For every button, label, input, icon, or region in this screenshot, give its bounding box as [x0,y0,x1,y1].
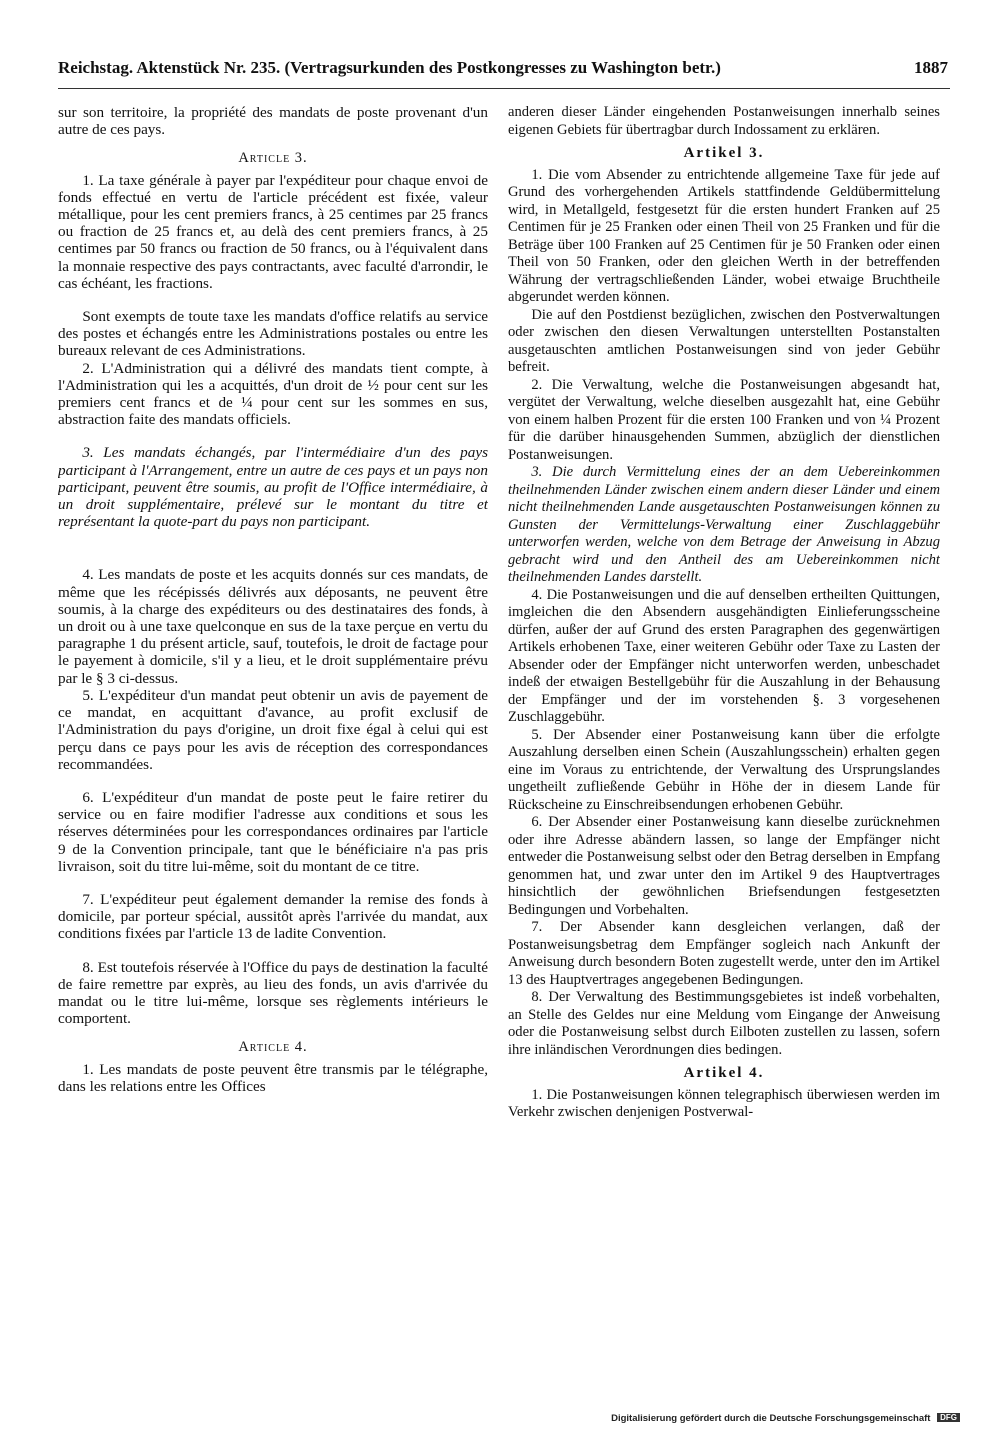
de-article-3-para-2: 2. Die Verwaltung, welche die Postanweisungen abgesandt hat, vergütet der Verwaltung, welche dieselben ausgezahlt hat, eine Gebühr von einem halben Prozent für die ersten 100 Franken und von ¼ Prozent für die darüber hinausgehenden Summen, abzüglich der dienstlichen Postanweisungen. [508,376,940,463]
de-article-3-para-1: 1. Die vom Absender zu entrichtende allgemeine Taxe für jede auf Grund des vorhergehenden Artikels stattfindende Geldübermittelung wird, in Metallgeld, festgesetzt für die ersten hundert Franken auf 25 Centimen für je 25 Franken oder einen Theil von 25 Franken und für die Beträge über 100 Franken auf 25 Centimen für je 50 Franken oder einen Theil von 50 Franken, oder den gleichen Werth in der betreffenden Währung der vertragschließenden Länder, wobei etwaige Bruchtheile abgerundet werden können. [508,166,940,305]
fr-article-3-para-5: 5. L'expéditeur d'un mandat peut obtenir un avis de payement de ce mandat, en acquittant d'avance, au profit exclusif de l'Administration du pays d'origine, un droit fixe égal à celui qui est perçu dans ce pays pour les avis de réception des correspondances recommandées. [58,686,488,773]
de-continuation: anderen dieser Länder eingehenden Postanweisungen innerhalb seines eigenen Gebiets für übertragbar durch Indossament zu erklären. [508,104,940,138]
running-title: Reichstag. Aktenstück Nr. 235. (Vertragsurkunden des Postkongresses zu Washington betr.) [58,58,721,77]
fr-continuation: sur son territoire, la propriété des mandats de poste provenant d'un autre de ces pays. [58,104,488,139]
credit-text: Digitalisierung gefördert durch die Deutsche Forschungsgemeinschaft [611,1413,931,1424]
fr-article-3-para-6: 6. L'expéditeur d'un mandat de poste peut le faire retirer du service ou en faire modifier l'adresse aux conditions et sous les réserves déterminées pour les correspondances ordinaires par l'article 9 de la Convention principale, tant que le bénéficiaire n'a pas pris livraison, soit du titre lui-même, soit du montant de ce titre. [58,788,488,875]
fr-article-3-para-1: 1. La taxe générale à payer par l'expéditeur pour chaque envoi de fonds effectué en vertu de l'article précédent est fixée, valeur métallique, pour les cent premiers francs, à 25 centimes par 25 francs ou fraction de 25 francs et, au delà des cent premiers francs, à 25 centimes par 50 francs ou fraction de 50 francs, ou à l'équivalent dans la monnaie respective des pays contractants, avec faculté d'arrondir, le cas échéant, les fractions. [58,171,488,292]
de-article-3-para-5: 5. Der Absender einer Postanweisung kann über die erfolgte Auszahlung derselben einen Schein (Auszahlungsschein) erhalten gegen eine im Voraus zu entrichtende, der Verwaltung des Ursprungslandes ungetheilt zufließende Gebühr in Höhe der in diesem Lande für Rückscheine zu Einschreibsendungen erhobenen Gebühr. [508,726,940,813]
french-column [58,104,488,1364]
fr-article-3-para-8: 8. Est toutefois réservée à l'Office du pays de destination la faculté de faire remettre par exprès, au lieu des fonds, un avis d'arrivée du mandat ou le titre lui-même, lorsque ses règlements intérieurs le comportent. [58,958,488,1028]
fr-article-4-heading: Article 4. [238,1039,308,1056]
de-article-3-heading: Artikel 3. [683,145,765,161]
fr-article-3-para-4: 4. Les mandats de poste et les acquits donnés sur ces mandats, de même que les récépissés délivrés aux déposants, ne peuvent être soumis, à la charge des expéditeurs ou des destinataires des fonds, à un droit ou à une taxe quelconque en sus de la taxe perçue en vertu du paragraphe 1 du présent article, sauf, toutefois, le droit de factage pour le payement à domicile, s'il y a lieu, et le droit supplémentaire prévu par le § 3 ci-dessus. [58,566,488,687]
de-article-3-exemption: Die auf den Postdienst bezüglichen, zwischen den Postverwaltungen oder zwischen den diesen Verwaltungen unterstellten Postanstalten ausgetauschten amtlichen Postanweisungen sind von jeder Gebühr befreit. [508,306,940,375]
german-column [508,104,940,1364]
dfg-logo: DFG [937,1413,960,1422]
fr-article-3-heading: Article 3. [238,150,308,167]
de-article-4-heading: Artikel 4. [683,1065,765,1081]
fr-article-4-para-1: 1. Les mandats de poste peuvent être transmis par le télégraphe, dans les relations entre les Offices [58,1060,488,1095]
de-article-3-para-7: 7. Der Absender kann desgleichen verlangen, daß der Postanweisungsbetrag dem Empfänger sogleich nach Ankunft der Anweisung durch besondern Boten zugestellt werde, unter den im Artikel 13 des Hauptvertrages angegebenen Bedingungen. [508,919,940,988]
de-article-3-para-8: 8. Der Verwaltung des Bestimmungsgebietes ist indeß vorbehalten, an Stelle des Geldes nur eine Meldung vom Eingange der Anweisung oder die Postanweisung selbst durch Eilboten zustellen zu lassen, sofern ihre inländischen Verordnungen dies bedingen. [508,989,940,1058]
digitization-credit [611,1413,960,1424]
fr-article-3-para-7: 7. L'expéditeur peut également demander la remise des fonds à domicile, par porteur spécial, aussitôt après l'arrivée du mandat, aux conditions fixées par l'article 13 de ladite Convention. [58,890,488,943]
fr-article-3-para-3: 3. Les mandats échangés, par l'intermédiaire d'un des pays participant à l'Arrangement, entre un autre de ces pays et un pays non participant, peuvent être soumis, au profit de l'Office intermédiaire, à un droit supplémentaire, prélevé sur le montant du titre et représentant la quote-part du pays non participant. [58,444,488,531]
fr-article-3-para-2: 2. L'Administration qui a délivré des mandats tient compte, à l'Administration qui les a acquittés, d'un droit de ½ pour cent sur les premiers cent francs et de ¼ pour cent sur les sommes en sus, abstraction faite des mandats officiels. [58,359,488,429]
running-header [58,58,948,82]
header-rule [58,88,950,89]
de-article-3-para-4: 4. Die Postanweisungen und die auf denselben ertheilten Quittungen, imgleichen die den Absendern ausgehändigten Einlieferungsscheine dürfen, außer der auf Grund des ersten Paragraphen des gegenwärtigen Artikels erhobenen Taxe, einer weiteren Gebühr oder Taxe zu Lasten der Absender oder der Empfänger nicht unterworfen werden, unbeschadet indeß der etwaigen Bestellgebühr für die Auszahlung in der Behausung der Empfänger und der im vorstehenden §. 3 vorgesehenen Zuschlaggebühr. [508,586,940,725]
page-number: 1887 [914,58,948,77]
fr-article-3-exemption: Sont exempts de toute taxe les mandats d'office relatifs au service des postes et échangés entre les Administrations postales ou entre les bureaux relevant de ces Administrations. [58,308,488,360]
de-article-4-para-1: 1. Die Postanweisungen können telegraphisch überwiesen werden im Verkehr zwischen denjenigen Postverwal- [508,1086,940,1120]
de-article-3-para-3: 3. Die durch Vermittelung eines der an dem Uebereinkommen theilnehmenden Länder zwischen einem andern dieser Länder und einem nicht theilnehmenden Lande ausgetauschten Postanweisungen können zu Gunsten der Vermittelungs-Verwaltung einer Zuschlaggebühr unterworfen werden, welche von dem Betrage der Anweisung in Abzug gebracht wird und den Antheil des am Uebereinkommen nicht theilnehmenden Landes darstellt. [508,464,940,585]
de-article-3-para-6: 6. Der Absender einer Postanweisung kann dieselbe zurücknehmen oder ihre Adresse abändern lassen, so lange der Empfänger nicht entweder die Postanweisung selbst oder den Betrag derselben in Empfang genommen hat, und zwar unter den im Artikel 9 des Hauptvertrages hinsichtlich der gewöhnlichen Briefsendungen festgesetzten Bedingungen und Vorbehalten. [508,814,940,918]
